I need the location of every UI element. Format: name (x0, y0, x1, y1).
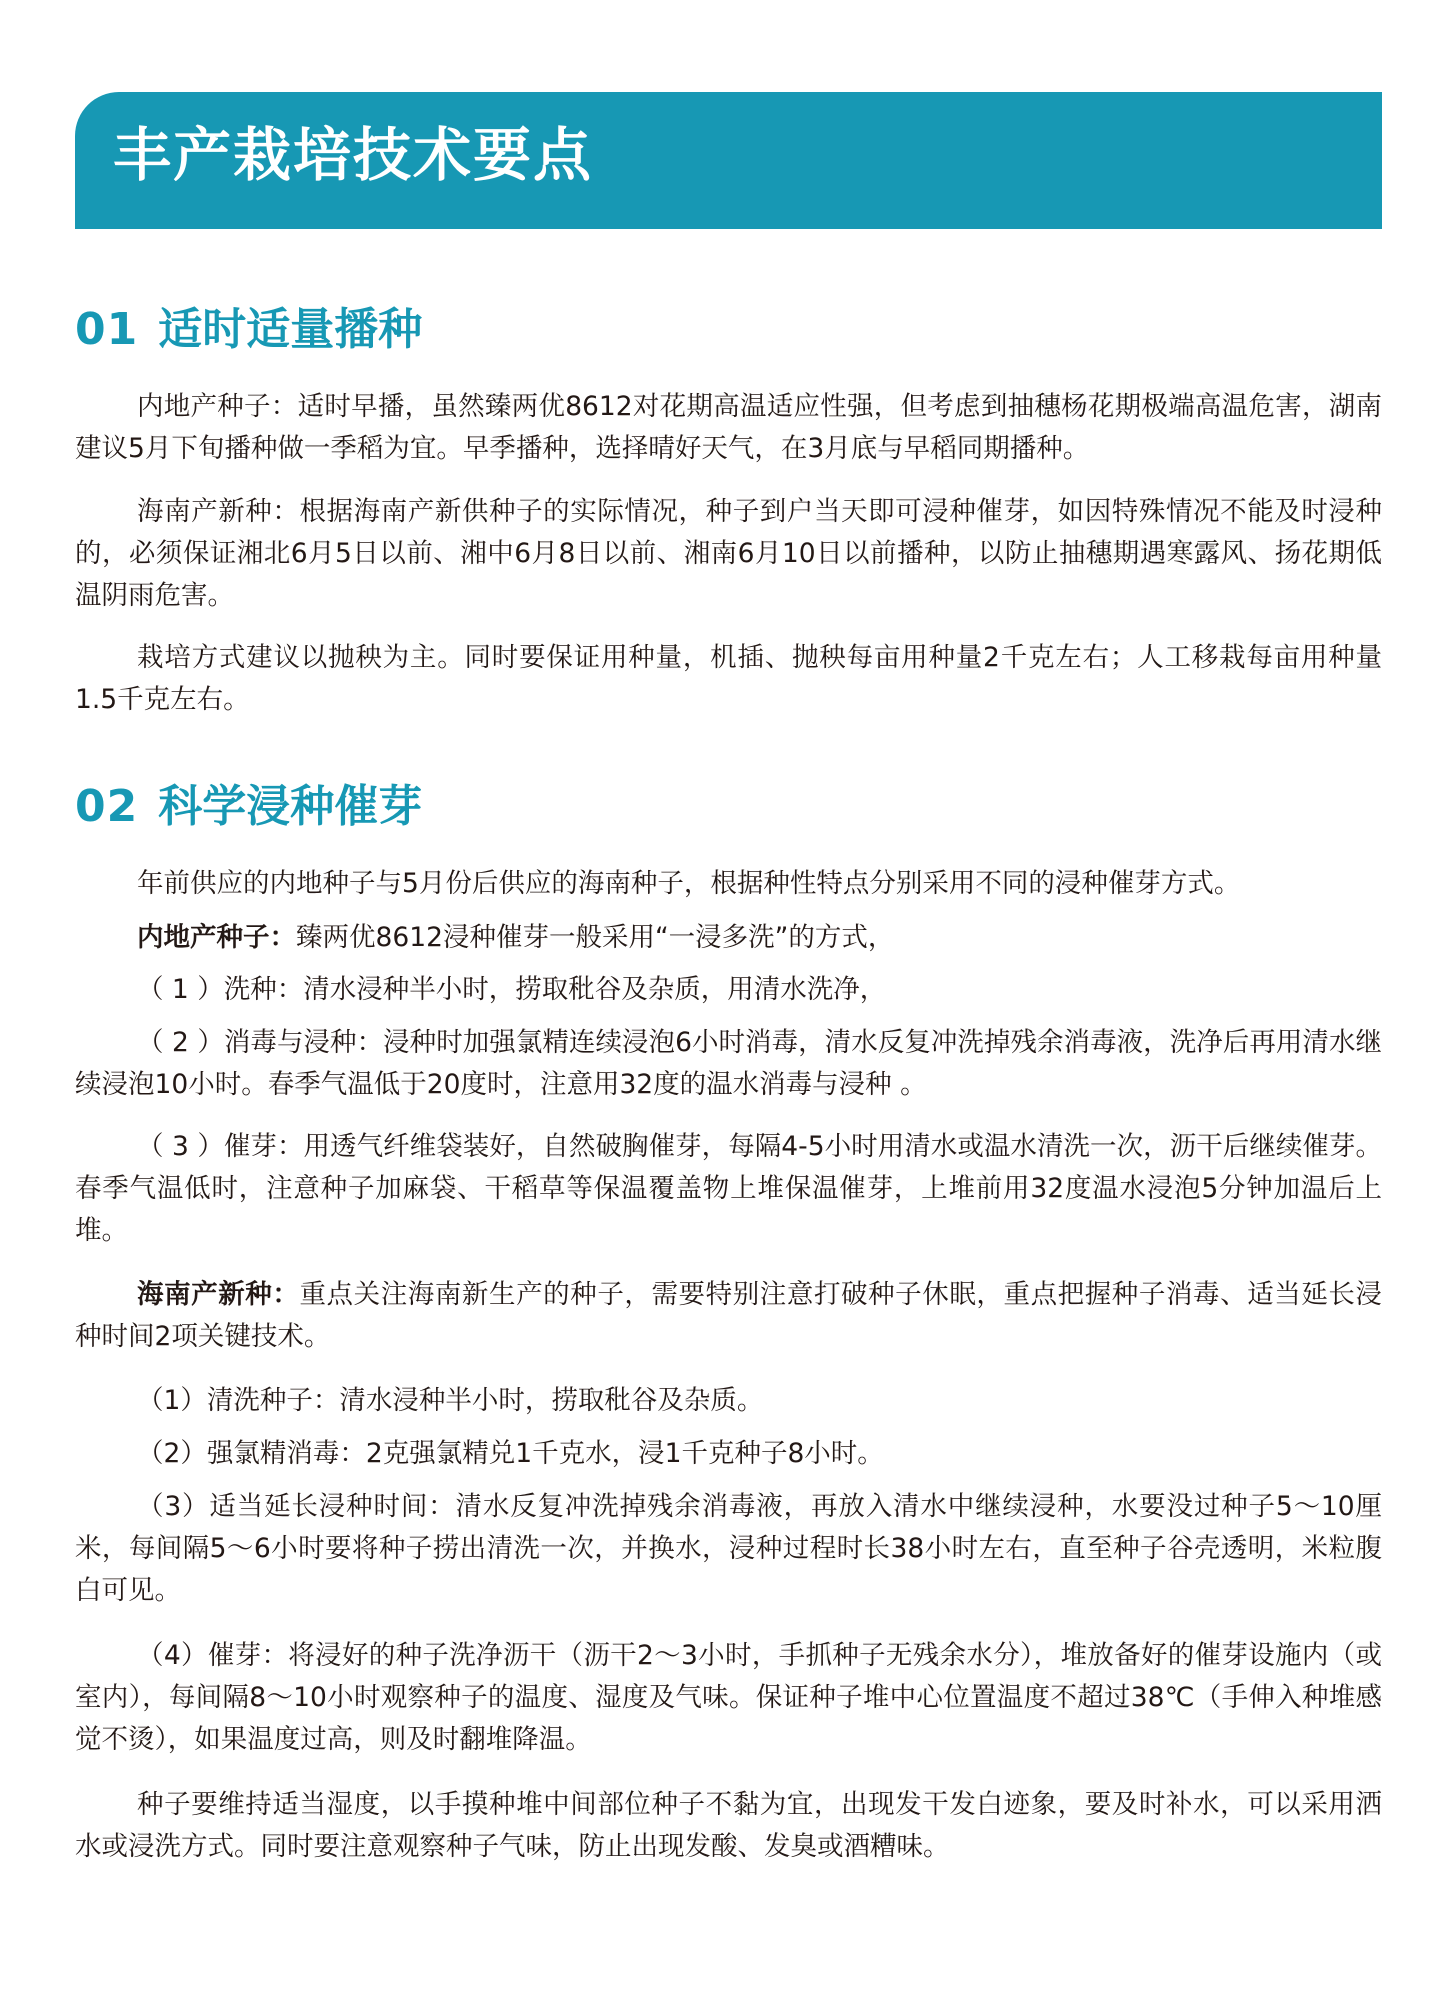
paragraph (75, 917, 1382, 959)
section-title: 适时适量播种 (158, 304, 423, 355)
paragraph-body: 臻两优8612浸种催芽一般采用“一浸多洗”的方式， (296, 922, 895, 953)
paragraph: （ 3 ）催芽：用透气纤维袋装好，自然破胸催芽，每隔4-5小时用清水或温水清洗一次，沥干后继续催芽。春季气温低时，注意种子加麻袋、干稻草等保温覆盖物上堆保温催芽，上堆前用32度温水浸泡5分钟加温后上堆。 (75, 1131, 1382, 1246)
paragraph: 栽培方式建议以抛秧为主。同时要保证用种量，机插、抛秧每亩用种量2千克左右；人工移栽每亩用种量1.5千克左右。 (75, 642, 1382, 715)
paragraph: 种子要维持适当湿度，以手摸种堆中间部位种子不黏为宜，出现发干发白迹象，要及时补水，可以采用洒水或浸洗方式。同时要注意观察种子气味，防止出现发酸、发臭或酒糟味。 (75, 1789, 1382, 1862)
page-title: 丰产栽培技术要点 (113, 121, 594, 189)
paragraph-body: 重点关注海南新生产的种子，需要特别注意打破种子休眠，重点把握种子消毒、适当延长浸种时间2项关键技术。 (75, 1279, 1383, 1352)
section-heading-01 (75, 300, 422, 360)
paragraph-lead: 内地产种子： (137, 922, 296, 953)
paragraph: （1）清洗种子：清水浸种半小时，捞取秕谷及杂质。 (137, 1385, 764, 1416)
paragraph: （4）催芽：将浸好的种子洗净沥干（沥干2～3小时，手抓种子无残余水分），堆放备好的催芽设施内（或室内），每间隔8～10小时观察种子的温度、湿度及气味。保证种子堆中心位置温度不超过38℃（手伸入种堆感觉不烫），如果温度过高，则及时翻堆降温。 (75, 1640, 1382, 1755)
section-title: 科学浸种催芽 (158, 781, 423, 832)
section-number: 02 (75, 781, 139, 832)
paragraph: （2）强氯精消毒：2克强氯精兑1千克水，浸1千克种子8小时。 (137, 1438, 884, 1469)
paragraph: （3）适当延长浸种时间：清水反复冲洗掉残余消毒液，再放入清水中继续浸种，水要没过种子5～10厘米，每间隔5～6小时要将种子捞出清洗一次，并换水，浸种过程时长38小时左右，直至种子谷壳透明，米粒腹白可见。 (75, 1491, 1382, 1606)
section-number: 01 (75, 304, 139, 355)
paragraph: 内地产种子：适时早播，虽然臻两优8612对花期高温适应性强，但考虑到抽穗杨花期极端高温危害，湖南建议5月下旬播种做一季稻为宜。早季播种，选择晴好天气，在3月底与早稻同期播种。 (75, 391, 1382, 464)
paragraph-lead: 海南产新种： (137, 1279, 300, 1310)
paragraph: （ 2 ）消毒与浸种：浸种时加强氯精连续浸泡6小时消毒，清水反复冲洗掉残余消毒液，洗净后再用清水继续浸泡10小时。春季气温低于20度时，注意用32度的温水消毒与浸种 。 (75, 1027, 1382, 1100)
page-banner (75, 92, 1382, 229)
section-heading-02 (75, 777, 422, 837)
paragraph: （ 1 ）洗种：清水浸种半小时，捞取秕谷及杂质，用清水洗净， (137, 974, 887, 1005)
paragraph (75, 1274, 1382, 1358)
paragraph: 年前供应的内地种子与5月份后供应的海南种子，根据种性特点分别采用不同的浸种催芽方式。 (137, 868, 1241, 899)
paragraph: 海南产新种：根据海南产新供种子的实际情况，种子到户当天即可浸种催芽，如因特殊情况不能及时浸种的，必须保证湘北6月5日以前、湘中6月8日以前、湘南6月10日以前播种，以防止抽穗期遇寒露风、扬花期低温阴雨危害。 (75, 496, 1382, 611)
